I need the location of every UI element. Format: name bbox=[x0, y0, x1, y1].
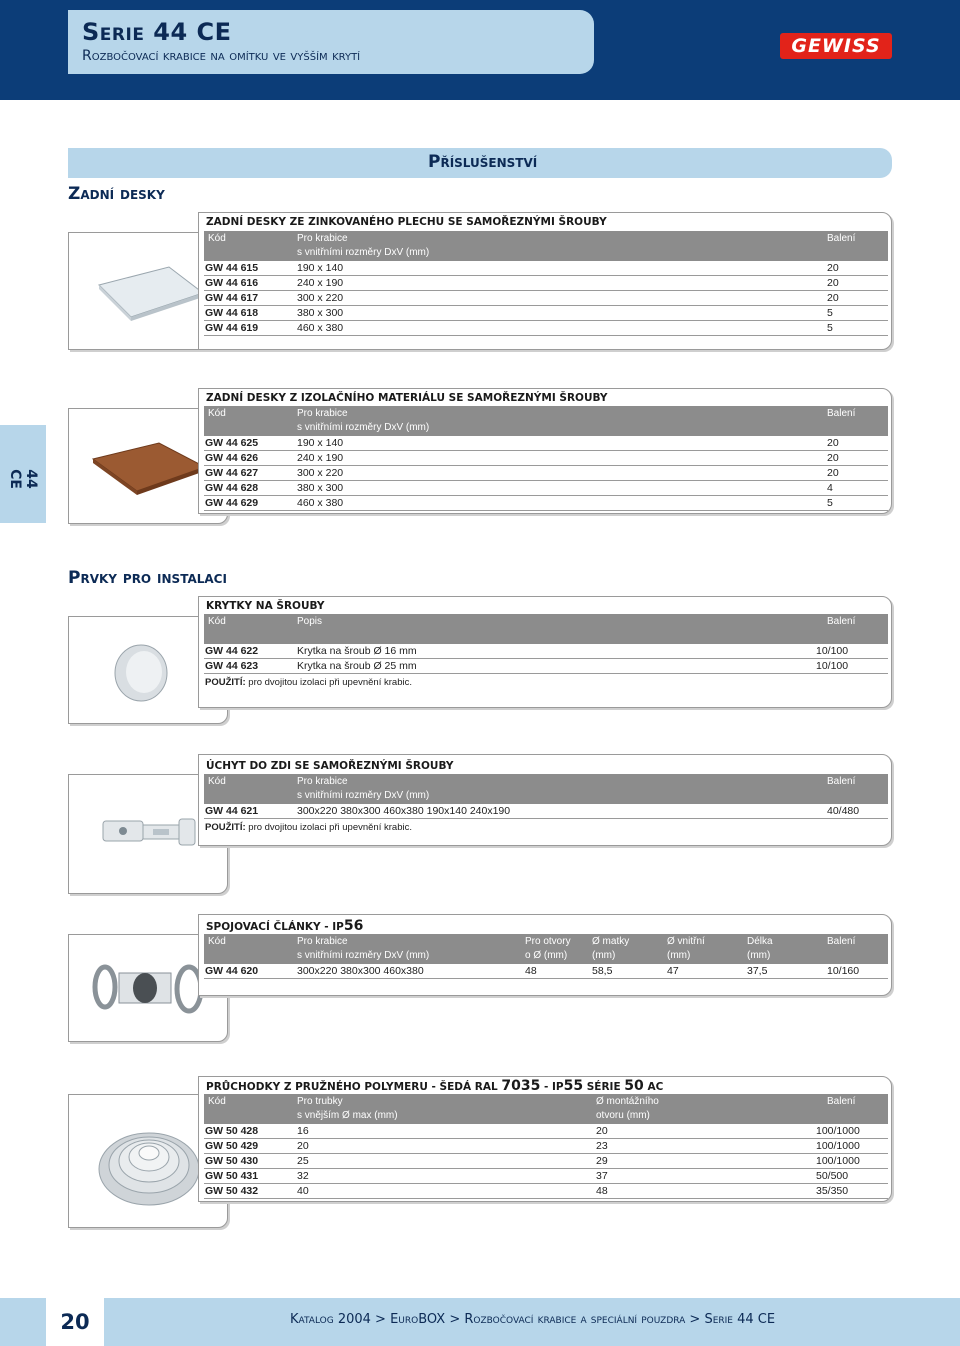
breadcrumb: Katalog 2004 > EuroBOX > Rozbočovací krabice a speciální pouzdra > Serie 44 CE bbox=[290, 1312, 776, 1327]
cell-code: GW 44 622 bbox=[205, 645, 259, 657]
table-title: ÚCHYT DO ZDI SE SAMOŘEZNÝMI ŠROUBY bbox=[206, 760, 454, 772]
cell-pack: 10/100 bbox=[816, 645, 849, 657]
section-heading-prvky: Prvky pro instalaci bbox=[68, 568, 227, 588]
cell-pack: 5 bbox=[827, 307, 833, 319]
table-title: KRYTKY NA ŠROUBY bbox=[206, 600, 325, 612]
title-part: 50 bbox=[624, 1078, 644, 1094]
cell-desc: 300x220 380x300 460x380 bbox=[297, 965, 424, 977]
table-title: ZADNÍ DESKY ZE ZINKOVANÉHO PLECHU SE SAMOŘEZNÝMI ŠROUBY bbox=[206, 216, 607, 228]
cell-hole: 29 bbox=[596, 1155, 608, 1167]
cell-code: GW 50 432 bbox=[205, 1185, 259, 1197]
cell-desc: 380 x 300 bbox=[297, 307, 344, 319]
cell-hole: 37 bbox=[596, 1170, 608, 1182]
cell-code: GW 50 430 bbox=[205, 1155, 259, 1167]
cell-code: GW 44 618 bbox=[205, 307, 259, 319]
table-row bbox=[204, 496, 888, 511]
cell-code: GW 44 623 bbox=[205, 660, 259, 672]
cell-pack: 50/500 bbox=[816, 1170, 849, 1182]
header-length-2: (mm) bbox=[747, 950, 771, 961]
page-title: Serie 44 CE bbox=[82, 18, 232, 46]
header-desc-2: s vnitřními rozměry DxV (mm) bbox=[297, 950, 430, 961]
table-row bbox=[204, 1154, 888, 1169]
cell-hole: 48 bbox=[525, 965, 537, 977]
usage-text: pro dvojitou izolaci při upevnění krabic. bbox=[248, 822, 412, 833]
header-desc-2: s vnějším Ø max (mm) bbox=[297, 1110, 398, 1121]
page-subtitle: Rozbočovací krabice na omítku ve vyšším krytí bbox=[82, 48, 361, 64]
cell-pack: 100/1000 bbox=[816, 1125, 860, 1137]
table-row bbox=[204, 321, 888, 336]
table-row bbox=[204, 1169, 888, 1184]
cell-desc: 240 x 190 bbox=[297, 452, 344, 464]
header-code: Kód bbox=[208, 1096, 226, 1107]
cell-code: GW 44 621 bbox=[205, 805, 259, 817]
cell-desc: 380 x 300 bbox=[297, 482, 344, 494]
screw-cap-icon bbox=[111, 639, 171, 705]
cell-code: GW 44 628 bbox=[205, 482, 259, 494]
table-row bbox=[204, 261, 888, 276]
section-heading-zadni-desky: Zadní desky bbox=[68, 184, 165, 204]
header-nut: Ø matky bbox=[592, 936, 630, 947]
accessory-bar bbox=[68, 148, 892, 178]
table-row bbox=[204, 1124, 888, 1139]
header-hole-2: o Ø (mm) bbox=[525, 950, 568, 961]
cell-hole: 20 bbox=[596, 1125, 608, 1137]
header-pack: Balení bbox=[827, 776, 856, 787]
table-row bbox=[204, 276, 888, 291]
table-header bbox=[204, 406, 888, 436]
cell-code: GW 44 627 bbox=[205, 467, 259, 479]
header-nut-2: (mm) bbox=[592, 950, 616, 961]
cell-pack: 35/350 bbox=[816, 1185, 849, 1197]
table-row bbox=[204, 1139, 888, 1154]
table-row bbox=[204, 1184, 888, 1199]
side-tab-label: 44 CE bbox=[7, 469, 39, 489]
header-length: Délka bbox=[747, 936, 773, 947]
cell-desc: 25 bbox=[297, 1155, 309, 1167]
table-header bbox=[204, 774, 888, 804]
cell-code: GW 44 620 bbox=[205, 965, 259, 977]
cell-desc: 460 x 380 bbox=[297, 497, 344, 509]
cell-desc: 190 x 140 bbox=[297, 437, 344, 449]
cell-pack: 20 bbox=[827, 262, 839, 274]
header-code: Kód bbox=[208, 408, 226, 419]
insulating-plate-icon bbox=[89, 439, 209, 499]
header-pack: Balení bbox=[827, 408, 856, 419]
usage-note bbox=[205, 677, 412, 688]
title-part: - IP bbox=[543, 1081, 564, 1093]
cell-pack: 20 bbox=[827, 277, 839, 289]
table-row bbox=[204, 306, 888, 321]
header-desc: Pro krabice bbox=[297, 776, 348, 787]
cell-desc: 20 bbox=[297, 1140, 309, 1152]
cell-pack: 10/160 bbox=[827, 965, 860, 977]
title-part: 55 bbox=[563, 1078, 584, 1094]
title-part: 7035 bbox=[501, 1078, 541, 1094]
table-row bbox=[204, 644, 888, 659]
cell-pack: 4 bbox=[827, 482, 833, 494]
cell-pack: 5 bbox=[827, 497, 833, 509]
table-row bbox=[204, 451, 888, 466]
cell-code: GW 44 625 bbox=[205, 437, 259, 449]
table-row bbox=[204, 291, 888, 306]
usage-label: POUŽITÍ: bbox=[205, 822, 246, 833]
cell-desc: 16 bbox=[297, 1125, 309, 1137]
table-row bbox=[204, 964, 888, 979]
cell-pack: 5 bbox=[827, 322, 833, 334]
header-inner: Ø vnitřní bbox=[667, 936, 705, 947]
cell-desc: 300 x 220 bbox=[297, 467, 344, 479]
wall-bracket-icon bbox=[97, 811, 201, 855]
header-desc: Pro krabice bbox=[297, 233, 348, 244]
cell-code: GW 44 615 bbox=[205, 262, 259, 274]
cell-code: GW 44 617 bbox=[205, 292, 259, 304]
title-box bbox=[68, 10, 594, 74]
header-pack: Balení bbox=[827, 616, 856, 627]
header-desc-2: s vnitřními rozměry DxV (mm) bbox=[297, 247, 430, 258]
header-desc: Popis bbox=[297, 616, 323, 627]
usage-label: POUŽITÍ: bbox=[205, 677, 246, 688]
header-code: Kód bbox=[208, 776, 226, 787]
cell-desc: 190 x 140 bbox=[297, 262, 344, 274]
cell-inner: 47 bbox=[667, 965, 679, 977]
cell-pack: 20 bbox=[827, 452, 839, 464]
gewiss-logo: GEWISS bbox=[780, 33, 892, 59]
cell-code: GW 44 619 bbox=[205, 322, 259, 334]
cell-pack: 10/100 bbox=[816, 660, 849, 672]
cell-desc: 300x220 380x300 460x380 190x140 240x190 bbox=[297, 805, 511, 817]
cell-code: GW 50 429 bbox=[205, 1140, 259, 1152]
cell-desc: 240 x 190 bbox=[297, 277, 344, 289]
header-desc: Pro krabice bbox=[297, 408, 348, 419]
cell-desc: Krytka na šroub Ø 16 mm bbox=[297, 645, 417, 657]
cell-pack: 20 bbox=[827, 437, 839, 449]
cell-desc: 32 bbox=[297, 1170, 309, 1182]
table-row bbox=[204, 804, 888, 819]
cell-code: GW 44 626 bbox=[205, 452, 259, 464]
header-inner-2: (mm) bbox=[667, 950, 691, 961]
table-row bbox=[204, 659, 888, 674]
header-desc: Pro krabice bbox=[297, 936, 348, 947]
table-header bbox=[204, 934, 888, 964]
cell-code: GW 50 428 bbox=[205, 1125, 259, 1137]
cell-hole: 48 bbox=[596, 1185, 608, 1197]
accessory-title: Příslušenství bbox=[428, 152, 538, 172]
header-code: Kód bbox=[208, 233, 226, 244]
cell-desc: 40 bbox=[297, 1185, 309, 1197]
cell-desc: 460 x 380 bbox=[297, 322, 344, 334]
title-part: 56 bbox=[343, 918, 364, 934]
header-code: Kód bbox=[208, 936, 226, 947]
cell-desc: Krytka na šroub Ø 25 mm bbox=[297, 660, 417, 672]
header-desc-2: s vnitřními rozměry DxV (mm) bbox=[297, 790, 430, 801]
table-row bbox=[204, 466, 888, 481]
title-part: SÉRIE bbox=[586, 1081, 621, 1093]
title-part: SPOJOVACÍ ČLÁNKY - IP bbox=[206, 921, 344, 933]
header-hole: Pro otvory bbox=[525, 936, 571, 947]
header-hole-2: otvoru (mm) bbox=[596, 1110, 650, 1121]
cable-gland-icon bbox=[95, 1119, 203, 1209]
title-part: PRŮCHODKY Z PRUŽNÉHO POLYMERU - ŠEDÁ RAL bbox=[206, 1081, 498, 1093]
cell-pack: 100/1000 bbox=[816, 1155, 860, 1167]
table-row bbox=[204, 481, 888, 496]
title-part: AC bbox=[647, 1081, 664, 1093]
cell-pack: 20 bbox=[827, 292, 839, 304]
cell-code: GW 50 431 bbox=[205, 1170, 259, 1182]
table-title bbox=[206, 918, 363, 934]
cell-nut: 58,5 bbox=[592, 965, 613, 977]
cell-length: 37,5 bbox=[747, 965, 768, 977]
page-number: 20 bbox=[46, 1298, 104, 1346]
cell-hole: 23 bbox=[596, 1140, 608, 1152]
header-code: Kód bbox=[208, 616, 226, 627]
header-pack: Balení bbox=[827, 233, 856, 244]
table-row bbox=[204, 436, 888, 451]
table-header bbox=[204, 1094, 888, 1124]
table-title bbox=[206, 1078, 663, 1094]
header-pack: Balení bbox=[827, 936, 856, 947]
header-desc: Pro trubky bbox=[297, 1096, 343, 1107]
usage-note bbox=[205, 822, 412, 833]
header-desc-2: s vnitřními rozměry DxV (mm) bbox=[297, 422, 430, 433]
table-title: ZADNÍ DESKY Z IZOLAČNÍHO MATERIÁLU SE SAMOŘEZNÝMI ŠROUBY bbox=[206, 392, 608, 404]
cell-desc: 300 x 220 bbox=[297, 292, 344, 304]
cell-code: GW 44 616 bbox=[205, 277, 259, 289]
cell-pack: 100/1000 bbox=[816, 1140, 860, 1152]
metal-plate-icon bbox=[91, 263, 209, 323]
connector-icon bbox=[89, 959, 213, 1019]
header-pack: Balení bbox=[827, 1096, 856, 1107]
table-header bbox=[204, 614, 888, 644]
table-header bbox=[204, 231, 888, 261]
cell-pack: 20 bbox=[827, 467, 839, 479]
usage-text: pro dvojitou izolaci při upevnění krabic. bbox=[248, 677, 412, 688]
cell-code: GW 44 629 bbox=[205, 497, 259, 509]
cell-pack: 40/480 bbox=[827, 805, 860, 817]
side-tab bbox=[0, 425, 46, 523]
header-hole: Ø montážního bbox=[596, 1096, 659, 1107]
